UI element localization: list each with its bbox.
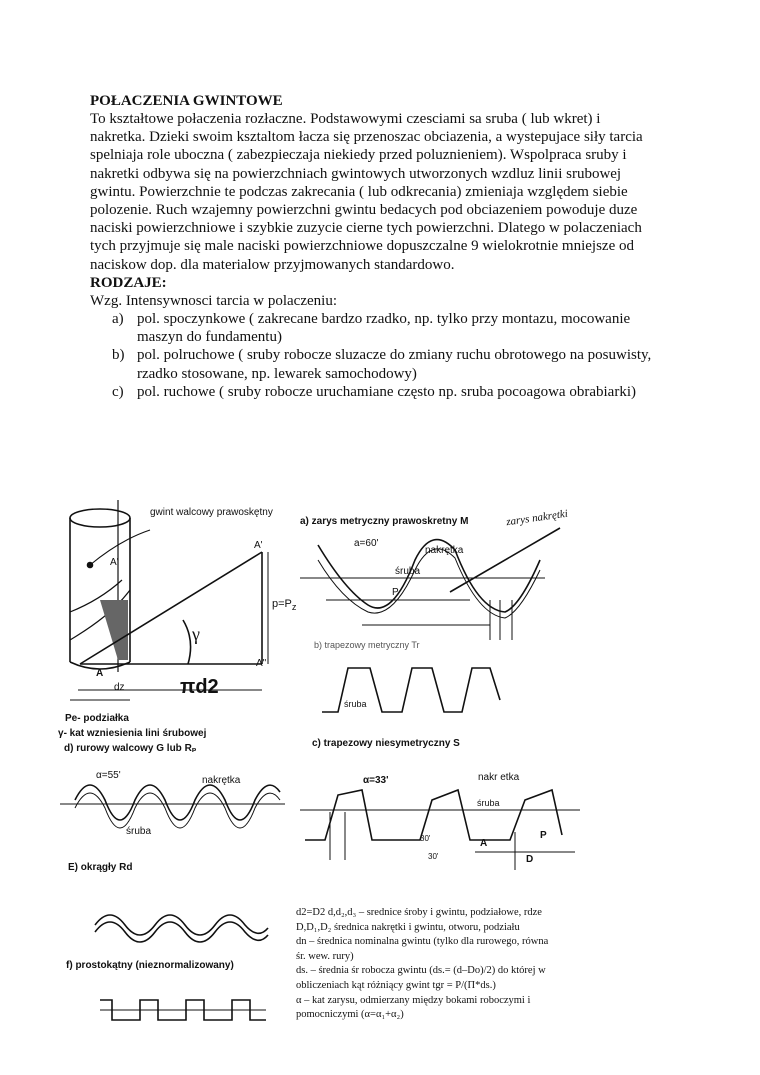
pipe-title: d) rurowy walcowy G lub Rₚ [64,743,197,754]
metric-nut-label: nakrętka [425,545,464,556]
legend-line: pomocniczymi (α=α₁+α₂) [296,1009,404,1021]
symbols-legend [296,906,566,1023]
helix-title: gwint walcowy prawoskętny [150,507,273,518]
pe-label: Pe- podziałka [65,713,129,724]
list-marker: a) [112,311,124,328]
list-item-line: rzadko stosowane, np. lewarek samochodowy) [137,365,417,382]
point-a-prime-right: A' [254,540,263,551]
pi-d2-label: πd2 [180,676,219,698]
cylinder-top [70,509,130,527]
legend-line: śr. wew. rury) [296,950,354,962]
trap-asym-nut-label: nakr etka [478,772,520,783]
point-a-dprime: A" [256,658,267,669]
dz-label: dz [114,682,125,693]
metric-p-label: P [392,587,399,598]
list-marker: b) [112,347,125,364]
pitch-label-text: p=P [272,598,292,610]
round-screw-curve [95,922,268,942]
pipe-angle: α=55' [96,770,121,781]
angle-symbol: γ [58,728,64,739]
legend-line: dn – średnica nominalna gwintu (tylko dla rurowego, równa [296,936,549,948]
metric-angle: a=60' [354,538,379,549]
intro-line: To kształtowe połaczenia rozłaczne. Podstawowymi czesciami sa sruba ( lub wkret) i [90,111,601,127]
pipe-nut-label: nakrętka [202,775,241,786]
section-subtitle: RODZAJE: [90,274,167,291]
pitch-label [272,598,296,612]
intro-line: nakretki odbywa się na powierzchniach gwintowych utworzonych wzdluz linii srubowej [90,165,622,182]
list-item-line: maszyn do fundamentu) [137,329,282,346]
intro-line: naciski powierzchniowe i szybkie zuzycie cierne tych powierzchni. Dlatego w polaczeniach [90,220,642,237]
helix-shading [100,600,128,660]
list-marker: c) [112,383,124,400]
trap-asym-profile [305,790,562,840]
legend-line: D,D₁,D₂ średnica nakrętki i gwintu, otworu, podziału [296,921,520,933]
pipe-screw-label: śruba [126,826,152,837]
point-a: A [96,668,104,679]
pitch-label-sub: z [291,602,297,613]
intro-line: tych przyjmuje się male naciski powierzchniowe dopuszczalne 9 wielokrotnie mniejsze od [90,238,634,255]
intro-line: polozenie. Ruch wzajemny powierzchni gwintu bedacych pod obciazeniem powoduje duze [90,202,638,219]
intro-line: nakretka. Dzieki swoim ksztaltom łacza się przenoszac obciazenia, a wystepujace siły tarcia [90,129,643,146]
angle-label-text: - kat wzniesienia lini śrubowej [63,728,207,739]
metric-leader [450,528,560,592]
list-item-line: pol. ruchowe ( sruby robocze uruchamiane często np. sruba pocoagowa obrabiarki) [137,383,636,400]
point-a-prime: A' [110,557,119,568]
angle-label [58,728,206,739]
trap-asym-a-label: A [480,838,488,849]
pipe-screw-curve [75,793,280,828]
metric-handwritten-label: zarys nakrętki [505,507,569,529]
trapezoidal-asym-diagram [300,790,580,870]
round-thread-diagram [95,915,268,942]
pipe-nut-curve [75,785,280,820]
round-nut-curve [95,915,268,935]
legend-line: obliczeniach kąt różniący gwint tgr = P/(Π*ds.) [296,979,496,991]
trap-asym-30a-label: 30' [420,834,431,843]
rect-thread-diagram [100,1000,266,1020]
gamma-arc [183,620,191,664]
document-title: POŁACZENIA GWINTOWE [90,93,283,109]
title-leader [90,530,150,565]
legend-line: α – kat zarysu, odmierzany między bokami roboczymi i [296,994,531,1006]
metric-screw-label: śruba [395,566,421,577]
legend-line: ds. – średnia śr robocza gwintu (ds.= (d–Do)/2) do której w [296,965,546,977]
metric-title: a) zarys metryczny prawoskretny M [300,516,469,527]
list-item-line: pol. polruchowe ( sruby robocze sluzacze do zmiany ruchu obrotowego na posuwisty, [137,347,652,364]
trap-sym-screw-label: śruba [344,699,367,709]
rect-title: f) prostokątny (nieznormalizowany) [66,960,234,971]
list-intro: Wzg. Intensywnosci tarcia w polaczeniu: [90,292,337,309]
intro-line: gwintu. Powierzchnie te podczas zakrecania ( lub odkrecania) zmieniaja względem siebie [90,183,628,200]
gamma-symbol: γ [192,624,200,644]
trap-asym-d-label: D [526,854,534,865]
intro-line: spelniaja role uboczna ( zabezpieczaja niekiedy przed poluznieniem). Wspolpraca sruby i [90,147,627,164]
trap-asym-title: c) trapezowy niesymetryczny S [312,738,460,749]
trap-sym-title: b) trapezowy metryczny Tr [314,640,420,650]
list-item-line: pol. spoczynkowe ( zakrecane bardzo rzadko, np. tylko przy montazu, mocowanie [137,311,631,328]
trap-asym-screw-label: śruba [477,798,500,808]
trap-asym-30b-label: 30' [428,852,439,861]
intro-line: naciskow dop. dla materialow przyjmowanych standardowo. [90,256,455,273]
trap-asym-p-label: P [540,830,547,841]
pipe-thread-diagram [60,785,285,828]
legend-line: d2=D2 d,d₂,d₃ – srednice śroby i gwintu, podziałowe, rdze [296,907,542,918]
round-title: E) okrągły Rd [68,862,133,873]
trap-asym-angle: α=33' [363,775,389,786]
